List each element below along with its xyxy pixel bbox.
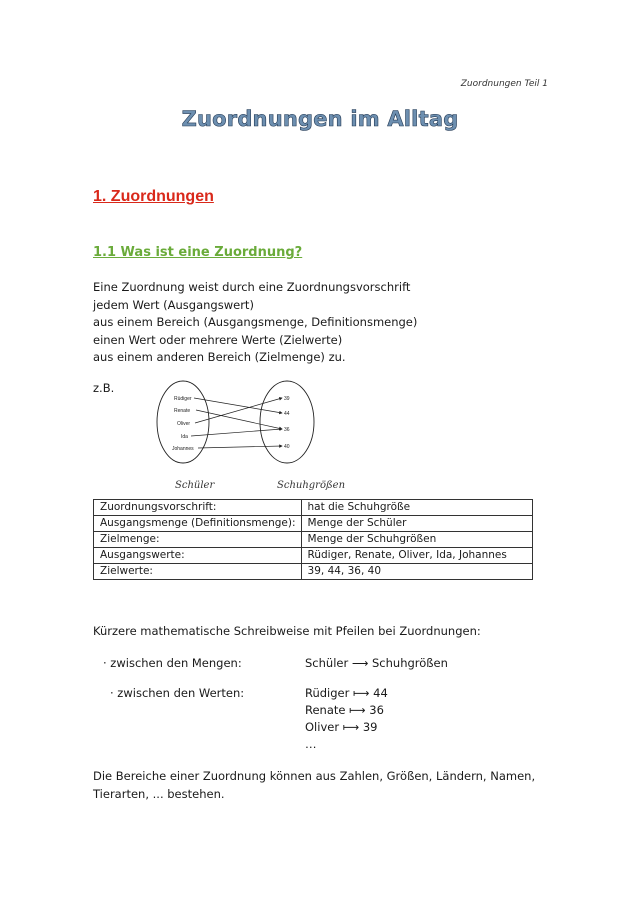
table-key-cell: Zielmenge: xyxy=(94,532,302,548)
notation-value-line: Oliver ⟼ 39 xyxy=(305,720,378,734)
closing-line: Die Bereiche einer Zuordnung können aus Zahlen, Größen, Ländern, Namen, xyxy=(93,769,536,783)
notation-value-line: … xyxy=(305,737,317,751)
definition-line: einen Wert oder mehrere Werte (Zielwerte) xyxy=(93,332,343,347)
page-title: Zuordnungen im Alltag xyxy=(181,107,459,131)
right-item: 44 xyxy=(284,411,290,417)
left-item: Rüdiger xyxy=(174,396,192,402)
closing-line: Tierarten, ... bestehen. xyxy=(93,787,225,801)
notation-value-line: Rüdiger ⟼ 44 xyxy=(305,686,388,700)
table-value-cell: Menge der Schüler xyxy=(301,516,532,532)
left-item: Renate xyxy=(174,408,191,414)
left-item: Oliver xyxy=(177,421,191,427)
table-key-cell: Zuordnungsvorschrift: xyxy=(94,500,302,516)
left-set-label: Schüler xyxy=(175,480,215,491)
left-item: Johannes xyxy=(172,446,194,452)
table-value-cell: Menge der Schuhgrößen xyxy=(301,532,532,548)
definition-paragraph xyxy=(93,279,553,367)
table-row xyxy=(94,500,533,516)
example-label: z.B. xyxy=(93,381,115,395)
table-row xyxy=(94,548,533,564)
definition-line: jedem Wert (Ausgangswert) xyxy=(93,297,254,312)
table-row xyxy=(94,564,533,580)
notation-sets-value: Schüler ⟶ Schuhgrößen xyxy=(305,656,448,670)
notation-value-line: Renate ⟼ 36 xyxy=(305,703,384,717)
mapping-diagram xyxy=(150,380,360,495)
table-key-cell: Ausgangswerte: xyxy=(94,548,302,564)
table-row xyxy=(94,532,533,548)
notation-values-label: · zwischen den Werten: xyxy=(110,686,245,700)
left-item: Ida xyxy=(181,434,188,440)
notation-sets-label: · zwischen den Mengen: xyxy=(103,656,242,670)
page-header-label: Zuordnungen Teil 1 xyxy=(460,79,548,89)
right-item: 39 xyxy=(284,396,290,402)
definition-line: aus einem anderen Bereich (Zielmenge) zu. xyxy=(93,350,346,364)
definition-line: Eine Zuordnung weist durch eine Zuordnungsvorschrift xyxy=(93,280,411,294)
table-value-cell: Rüdiger, Renate, Oliver, Ida, Johannes xyxy=(301,548,532,564)
right-item: 40 xyxy=(284,444,290,450)
table-row xyxy=(94,516,533,532)
subsection-heading-definition: 1.1 Was ist eine Zuordnung? xyxy=(93,245,303,260)
right-set-label: Schuhgrößen xyxy=(277,480,346,491)
right-set-ellipse xyxy=(260,381,314,463)
closing-paragraph xyxy=(93,767,543,803)
section-heading-zuordnungen: 1. Zuordnungen xyxy=(93,188,214,205)
table-key-cell: Zielwerte: xyxy=(94,564,302,580)
mapping-info-table xyxy=(93,499,533,580)
table-value-cell: 39, 44, 36, 40 xyxy=(301,564,532,580)
definition-line: aus einem Bereich (Ausgangsmenge, Definitionsmenge) xyxy=(93,315,418,329)
right-item: 36 xyxy=(284,427,290,433)
mapping-arrow xyxy=(191,429,282,436)
table-key-cell: Ausgangsmenge (Definitionsmenge): xyxy=(94,516,302,532)
mapping-arrow xyxy=(198,446,282,448)
notation-intro: Kürzere mathematische Schreibweise mit Pfeilen bei Zuordnungen: xyxy=(93,624,481,638)
table-value-cell: hat die Schuhgröße xyxy=(301,500,532,516)
